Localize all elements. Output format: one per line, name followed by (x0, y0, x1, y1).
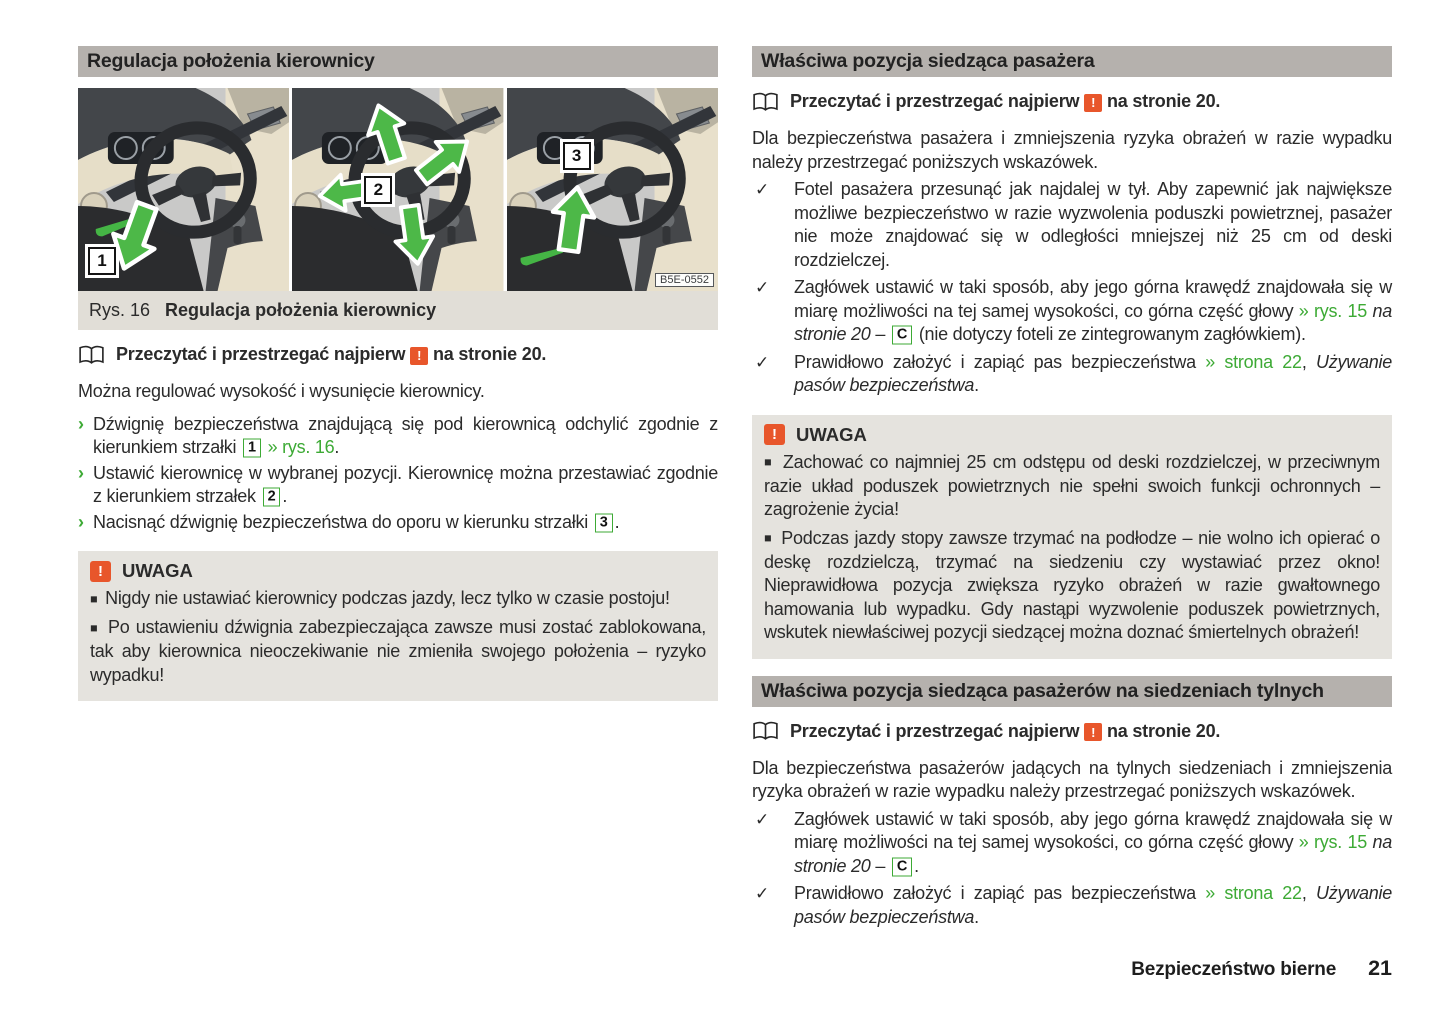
figure-number: Rys. 16 (89, 300, 151, 320)
square-bullet-icon: ■ (764, 531, 773, 545)
step-text: Nacisnąć dźwignię bezpieczeństwa do oporu w kierunku strzałki 3 . (93, 511, 620, 532)
check-item (752, 351, 1392, 398)
check-item (752, 808, 1392, 879)
read-first-text (790, 91, 1220, 112)
key-box: C (892, 857, 912, 876)
cross-reference-link[interactable]: » rys. 15 (1298, 300, 1367, 321)
read-first-note (78, 344, 718, 365)
section-title: Właściwa pozycja siedząca pasażerów na siedzeniach tylnych (761, 679, 1324, 702)
check-item-text: Zagłówek ustawić w taki sposób, aby jego górna krawędź znajdowała się w miarę możliwości na tej samej wysokości, co górna część głowy » rys. 15 na stronie 20 – C (nie dotyczy foteli ze zintegrowanym zagłówkiem). (794, 277, 1392, 344)
warning-title: UWAGA (796, 423, 867, 445)
figure-panel-3 (507, 88, 718, 291)
cross-reference-link[interactable]: » strona 22 (1205, 351, 1302, 372)
checkmark-icon: ✓ (755, 352, 769, 372)
figure-caption (78, 291, 718, 330)
figure-panel-1 (78, 88, 289, 291)
cabin-illustration (507, 88, 718, 291)
section-header-passenger (752, 46, 1392, 77)
warning-title-row (764, 424, 1380, 446)
read-first-label: Przeczytać i przestrzegać najpierw (790, 91, 1080, 111)
intro-paragraph: Można regulować wysokość i wysunięcie kierownicy. (78, 381, 485, 401)
image-code-tag: B5E-0552 (655, 273, 714, 287)
read-first-text (790, 721, 1220, 742)
key-box: 2 (263, 488, 281, 507)
cross-reference-link[interactable]: » rys. 16 (267, 437, 335, 457)
step-chevron-icon: › (78, 413, 84, 434)
alert-icon: ! (410, 347, 428, 365)
warning-box (78, 551, 718, 701)
warning-title-row (90, 560, 706, 582)
read-first-text (116, 344, 546, 365)
figure-caption-text: Regulacja położenia kierownicy (165, 300, 437, 320)
figure-16 (78, 88, 718, 330)
page-footer (752, 956, 1392, 981)
check-item-text: Fotel pasażera przesunąć jak najdalej w tył. Aby zapewnić jak największe możliwe bezpieczeństwo w razie wyzwolenia poduszki powietrznej, pasażer nie może znajdować się w odległości mniejszej niż 25 cm od deski rozdzielczej. (794, 179, 1392, 270)
intro-paragraph: Dla bezpieczeństwa pasażera i zmniejszenia ryzyka obrażeń w razie wypadku należy przestrzegać poniższych wskazówek. (752, 128, 1392, 172)
instruction-steps (78, 413, 718, 535)
check-item (752, 178, 1392, 272)
square-bullet-icon: ■ (90, 591, 98, 606)
book-icon (752, 721, 779, 741)
book-icon (78, 345, 105, 365)
emphasized-text: na stronie 20 (794, 300, 1392, 344)
footer-section-title: Bezpieczeństwo bierne (1131, 959, 1337, 980)
warning-icon: ! (764, 424, 785, 445)
read-first-page-ref: na stronie 20. (1106, 91, 1221, 111)
checkmark-icon: ✓ (755, 809, 769, 829)
checkmark-icon: ✓ (755, 884, 769, 903)
intro-paragraph: Dla bezpieczeństwa pasażerów jadących na tylnych siedzeniach i zmniejszenia ryzyka obrażeń w razie wypadku należy przestrzegać poniższych wskazówek. (752, 757, 1392, 801)
step-chevron-icon: › (78, 511, 84, 532)
figure-label-3: 3 (563, 142, 591, 170)
read-first-page-ref: na stronie 20. (1106, 720, 1221, 741)
alert-icon: ! (1084, 723, 1102, 741)
cross-reference-link[interactable]: » strona 22 (1205, 883, 1302, 903)
checkmark-icon: ✓ (755, 278, 769, 297)
figure-panels (78, 88, 718, 291)
cabin-illustration (292, 88, 503, 291)
checklist (752, 178, 1392, 398)
emphasized-text: Używanie pasów bezpieczeństwa (794, 351, 1392, 395)
check-item-text: Zagłówek ustawić w taki sposób, aby jego górna krawędź znajdowała się w miarę możliwości na tej samej wysokości, co górna część głowy » rys. 15 na stronie 20 – C . (794, 808, 1392, 876)
left-column (78, 46, 718, 701)
read-first-note (752, 721, 1392, 742)
warning-item: ■ Po ustawieniu dźwignia zabezpieczająca zawsze musi zostać zablokowana, tak aby kierownica nieoczekiwanie nie zmieniła swojego położenia – ryzyko wypadku! (90, 617, 706, 685)
key-box: 3 (595, 513, 613, 532)
key-box: C (892, 326, 912, 345)
check-item-text: Prawidłowo założyć i zapiąć pas bezpieczeństwa » strona 22, Używanie pasów bezpieczeństwa. (794, 883, 1392, 927)
warning-item: ■ Nigdy nie ustawiać kierownicy podczas jazdy, lecz tylko w czasie postoju! (90, 588, 670, 608)
step-chevron-icon: › (78, 462, 84, 483)
square-bullet-icon: ■ (90, 620, 99, 635)
emphasized-text: Używanie pasów bezpieczeństwa (794, 883, 1392, 927)
warning-title: UWAGA (122, 560, 193, 581)
section-title: Właściwa pozycja siedząca pasażera (761, 50, 1095, 72)
instruction-step (78, 413, 718, 460)
read-first-note (752, 91, 1392, 112)
square-bullet-icon: ■ (764, 455, 774, 469)
figure-label-1: 1 (88, 247, 116, 275)
right-column (752, 46, 1392, 929)
alert-icon: ! (1084, 94, 1102, 112)
step-text: Dźwignię bezpieczeństwa znajdującą się pod kierownicą odchylić zgodnie z kierunkiem strzałki 1 » rys. 16. (93, 413, 718, 457)
warning-item: ■ Zachować co najmniej 25 cm odstępu od deski rozdzielczej, w przeciwnym razie układ poduszek powietrznych nie spełni swoich funkcji ochronnych – zagrożenie życia! (764, 451, 1380, 519)
instruction-step (78, 462, 718, 509)
check-item (752, 276, 1392, 347)
warning-box (752, 415, 1392, 659)
section-header-steering (78, 46, 718, 77)
read-first-page-ref: na stronie 20. (432, 344, 547, 364)
figure-label-2: 2 (364, 176, 392, 204)
emphasized-text: na stronie 20 (794, 832, 1392, 876)
instruction-step (78, 511, 718, 535)
checkmark-icon: ✓ (755, 180, 769, 199)
section-title: Regulacja położenia kierownicy (87, 50, 375, 72)
cross-reference-link[interactable]: » rys. 15 (1298, 832, 1367, 852)
warning-icon: ! (90, 561, 111, 582)
read-first-label: Przeczytać i przestrzegać najpierw (116, 344, 406, 364)
page-number: 21 (1368, 956, 1392, 980)
check-item (752, 882, 1392, 929)
section-header-rear-passengers (752, 676, 1392, 707)
figure-panel-2 (292, 88, 503, 291)
book-icon (752, 92, 779, 112)
step-text: Ustawić kierownicę w wybranej pozycji. Kierownicę można przestawiać zgodnie z kierunkiem strzałek 2 . (93, 462, 718, 506)
key-box: 1 (243, 439, 261, 458)
check-item-text: Prawidłowo założyć i zapiąć pas bezpieczeństwa » strona 22, Używanie pasów bezpieczeństwa. (794, 351, 1392, 395)
checklist (752, 808, 1392, 930)
warning-item: ■ Podczas jazdy stopy zawsze trzymać na podłodze – nie wolno ich opierać o deskę rozdzielczą, trzymać na siedzeniu czy wystawiać przez okno! Nieprawidłowa pozycja zwiększa ryzyko obrażeń w razie gwałtownego hamowania lub wypadku. Gdy nastąpi wyzwolenie poduszek powietrznych, wskutek niewłaściwej pozycji siedzącej można doznać śmiertelnych obrażeń! (764, 527, 1380, 642)
read-first-label: Przeczytać i przestrzegać najpierw (790, 720, 1080, 741)
